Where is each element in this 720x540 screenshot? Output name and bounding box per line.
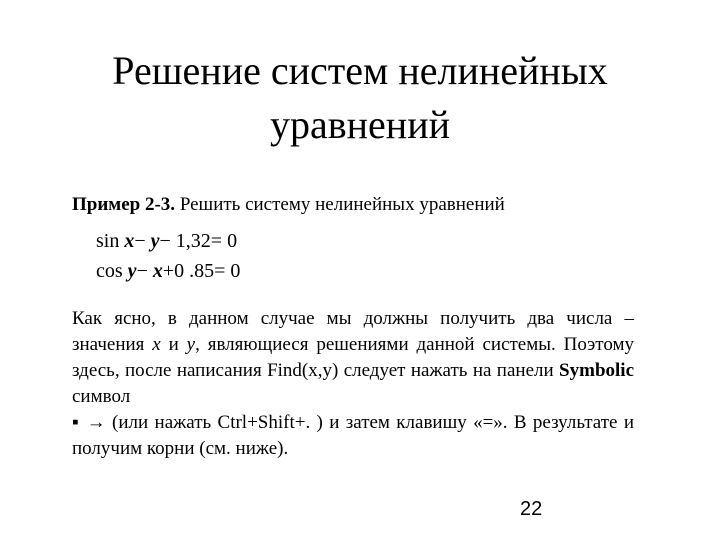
body-text-segment: , являющиеся решениями данной системы. Поэтому здесь, после написания Find(x,y) следует нажать на панели	[72, 334, 634, 381]
variable-x: x	[152, 334, 161, 355]
example-label: Пример 2-3.	[72, 194, 176, 215]
equation-1-var-1: x	[124, 230, 135, 252]
equation-2-op-1: −	[136, 260, 148, 282]
body-text-segment: символ	[72, 386, 131, 407]
equation-1	[96, 228, 237, 254]
equation-1-function: sin	[96, 230, 120, 252]
equation-1-var-2: y	[150, 230, 160, 252]
equation-2-var-2: x	[152, 260, 163, 282]
equation-1-op-2: −	[159, 230, 171, 252]
title-line-2: уравнений	[269, 102, 451, 147]
equation-2	[96, 258, 240, 284]
example-heading	[72, 193, 652, 217]
slide-title	[40, 44, 680, 152]
page-number: 22	[520, 498, 543, 520]
symbolic-panel-name: Symbolic	[559, 360, 634, 381]
equation-1-rest: 1,32= 0	[175, 230, 238, 252]
equation-2-function: cos	[96, 260, 123, 282]
equation-2-op-2: +	[162, 260, 175, 282]
equation-2-var-1: y	[127, 260, 137, 282]
equation-2-rest: 0 .85= 0	[174, 260, 241, 282]
body-paragraph-2: ▪ → (или нажать Ctrl+Shift+. ) и затем клавишу «=». В результате и получим корни (см. ниже).	[72, 412, 634, 459]
body-text-segment: Как ясно, в данном случае мы должны получить два числа – значения	[72, 308, 634, 355]
example-text: Решить систему нелинейных уравнений	[175, 194, 505, 215]
variable-y: y	[186, 334, 196, 355]
equation-1-op-1: −	[134, 230, 146, 252]
body-text	[72, 306, 634, 462]
title-line-1: Решение систем нелинейных	[112, 48, 608, 93]
body-text-segment: и	[160, 334, 187, 355]
body-paragraph-1	[72, 306, 634, 410]
